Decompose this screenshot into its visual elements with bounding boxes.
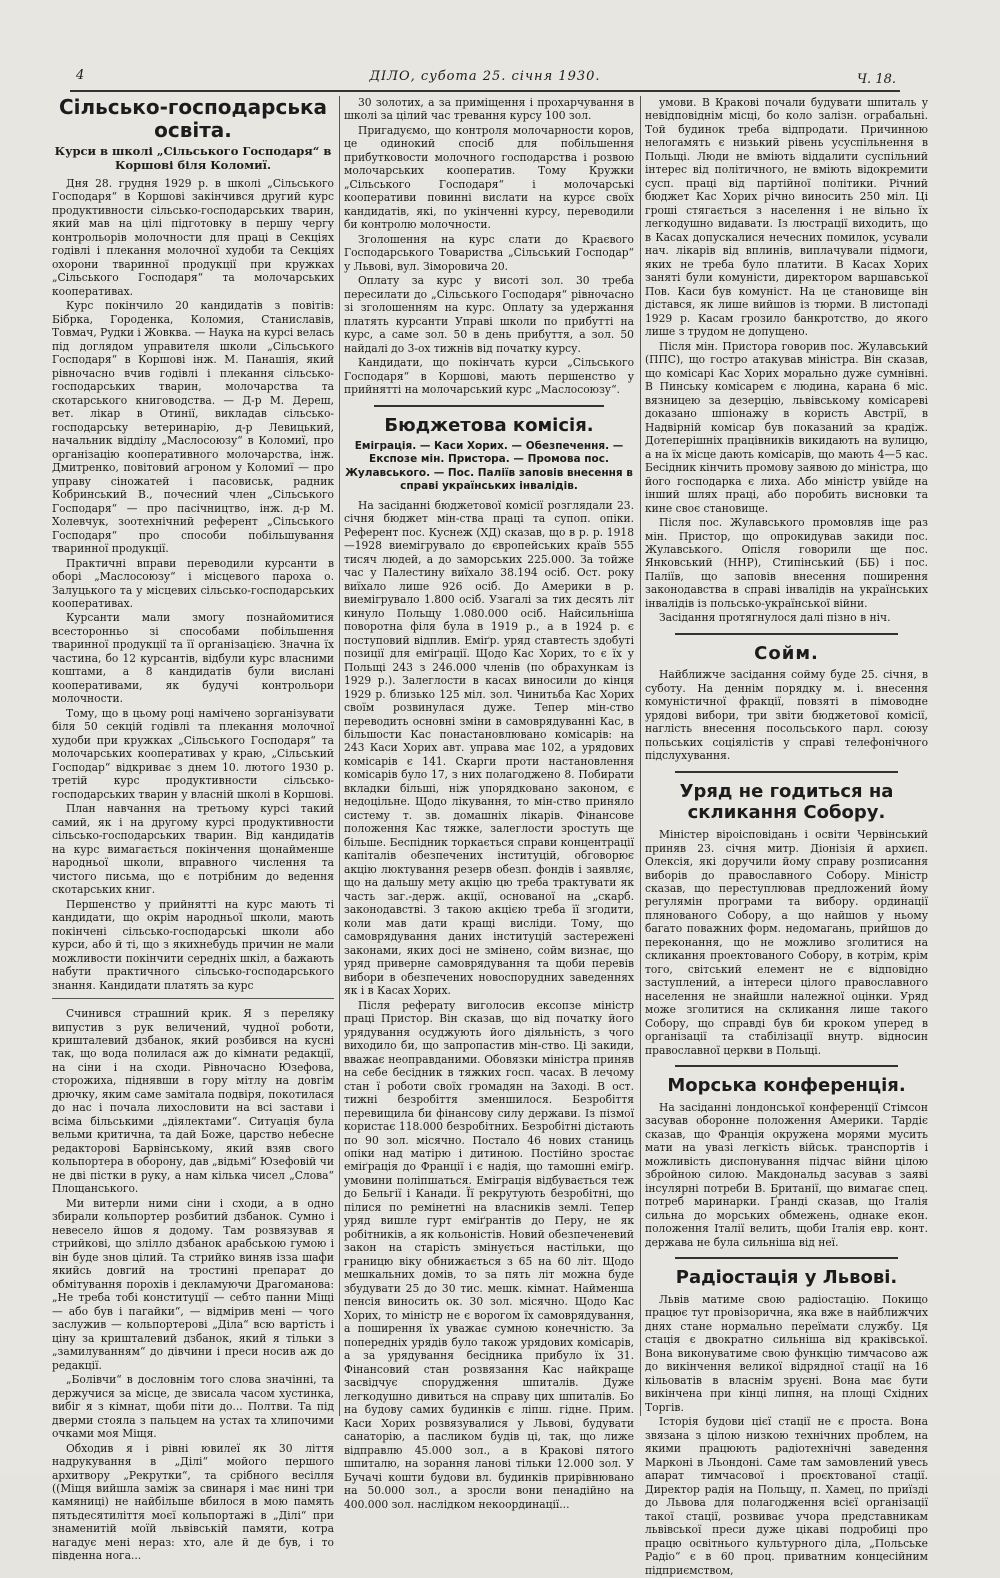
paragraph: Оплату за курс у висоті зол. 30 треба пересилати до „Сільського Господаря“ рівночасно зі зголошенням на курс. Оплату за удержання платять курсанти Управі школи по прибутті на курс, а саме зол. 50 в день прибуття, а зол. 50 найдалі до 3-ох тижнів від початку курсу.: [344, 274, 634, 355]
paragraph: Счинився страшний крик. Я з переляку випустив з рук величений, чудної роботи, кришталевий дзбанок, який розбився на кусні так, що вода полилася аж до кімнати редакції, на сіни і на сходи. Рівночасно Юзефова, сторожиха, піднявши в гору мітлу на довгім дрючку, яким саме замітала подвіря, покотилася до нас і почала лихословити на всі застави і всіма більськими „діялектами“. Ситуація була вельми критична, та дай Боже, царство небесне редакторові Барвінському, який взяв свого кольпортера в оборону, дав „відьмі“ Юзефовій чи не дві пістки в руку, а нам кілька чисел „Слова“ Площанського.: [52, 1007, 334, 1196]
paragraph: Першенство у прийнятті на курс мають ті кандидати, що окрім народньої школи, мають покінчені сільсько-господарські школи або курси, або й ті, що з якихнебудь причин не мали можливости покінчити середніх шкіл, а бажають набути практичного сільсько-господарського знання. Кандидати платять за курс: [52, 897, 334, 992]
section-divider: [675, 633, 898, 635]
paragraph: Зголошення на курс слати до Краєвого Господарського Товариства „Сільський Господар“ у Львові, вул. Зіморовича 20.: [344, 232, 634, 273]
column-2: [344, 96, 634, 1512]
paragraph: Після реферату виголосив ексопзе міністр праці Пристор. Він сказав, що від початку його урядування осуджують його діяльність, з чого виходило би, що запропастив мін-ство. Ці закиди, вважає неоправданими. Обовязки міністра приняв на себе бесідник в тяжких госп. часах. В лечому стан ї роботи своїх громадян на Заході. В ост. тижні безробіття зменшилося. Безробіття перевищила би фінансову силу держави. Із пізмої користає 118.000 безробітних. Безробітні дістають по 90 зол. місячно. Постало 46 нових станиць опіки над матірю і дитиною. Постійно зростає еміґрація до Франції і є надія, що тамошні еміґр. умовини поліпшаться. Еміграція відбувається теж до Бельгії і Канади. Її рекрутують безробітні, що пілися по ремінетні на власників землі. Тепер уряд вишле гурт еміґрантів до Перу, не як робітників, а як кольоністів. Новий обезпеченевий закон на старість змінується настільки, що границю віку обнижається з 65 на 60 літ. Щодо мешкальних домів, то за пять літ можна буде збудувати 25 до 30 тис. мешк. кімнат. Найменша пенсія виносить ок. 30 зол. місячно. Щодо Кас Хорих, то міністр не є ворогом їх самоврядування, а поширення їх уважає сумною конечністю. За попередніх урядів було також урядових комісарів, а за урядування бесідника прибуло їх 31. Фінансовий стан розвязання Кас найкраще засвідчує спорудження шпиталів. Дуже легкодушно дивиться на справу цих шпиталів. Бо на будову самих будинків є ліпш. гідне. Прим. Каси Хорих розвязувалися у Львові, будувати санаторію, а пасликом будів ці, так, що лиже відправлю 45.000 зол., а в Кракові пятого шпиталю, на зорання ланові тільки 12.000 зол. У Бучачі кошти будови вл. будинків прирівнювано на 50.000 зол., а зросли вони пенадійно на 400.000 зол. наслідком некоординації...: [344, 998, 634, 1511]
paragraph: Після пос. Жулавського промовляв іще раз мін. Пристор, що опрокидував закиди пос. Жулавського. Опісля говорили ще пос. Янковський (ННР), Стипінський (ББ) і пос. Паліїв, що заповів внесення поширення законодавства в справі інвалідів на українських інвалідів із польсько-української війни.: [645, 516, 928, 610]
paragraph: 30 золотих, а за приміщення і прохарчування в школі за цілий час тревання курсу 100 зол.: [344, 96, 634, 123]
paragraph: Кандидати, що покінчать курси „Сільського Господаря“ в Коршові, мають першенство у прийнятті на молочарський курс „Маслосоюзу“.: [344, 356, 634, 397]
page-header: [70, 64, 900, 92]
column-3: [645, 96, 928, 1578]
issue-number: Ч. 18.: [857, 72, 896, 87]
paragraph: Найближче засідання сойму буде 25. січня, в суботу. На деннім порядку м. і. внесення комуністичної фракції, повзяті в пімоводне урядові вибори, три звіти бюджетової комісії, наглість внесення посольського парл. союзу польських соціялістів у справі телефонічного підслухування.: [645, 668, 928, 763]
paragraph: Обходив я і рівні ювилеї як 30 ліття надрукування в „Ділі“ мойого першого архитвору „Рекрутки“, та срібного весілля ((Міщя вийшла заміж за свинаря і має нині три камяниці) не найбільше вбилося в мою память пятьдесятиліття моєї кольпортажі в „Ділі“ при знаменитій моїй львівській памяти, котра нагадує мені нераз: хто, але й де був, і то південна нога...: [52, 1441, 334, 1563]
section-divider: [675, 1065, 898, 1067]
page-number: 4: [76, 68, 85, 83]
article-subtitle: Курси в школі „Сільського Господаря“ в Коршові біля Коломиї.: [54, 144, 332, 173]
article-title: Сойм.: [754, 642, 819, 664]
column-rule: [640, 96, 641, 1416]
article-title: Радіостація у Львові.: [675, 1267, 898, 1289]
column-1: [52, 96, 334, 1564]
section-divider: [374, 405, 604, 407]
article-title: Уряд не годиться на скликання Собору.: [679, 780, 894, 824]
article-kicker: Еміграція. — Каси Хорих. — Обезпечення. — Експозе мін. Пристора. — Промова пос. Жулавського. — Пос. Паліїв заповів внесення в справі українських інвалідів.: [345, 440, 633, 492]
paragraph: Ми витерли ними сіни і сходи, а в одно збирали кольпортер розбитий дзбанок. Сумно і невесело йшов я додому. Там розвязував я стрийкові, що злілло дзбанок арабською гумою і він буде знов цілий. Та стрийко виняв ізза шафи якийсь довгий на тростині препарат до обмітування порохів і декламуючи Драгоманова: „Не треба тобі конституції — себто панни Міщі — або був і пагайки“, — відмірив мені — чого заслужив — кольпортерові „Діла“ всю вартість і ціну за кришталевий дзбанок, який я тільки з „замилуванням“ до дівчини і преси носив аж до редакції.: [52, 1196, 334, 1372]
paragraph: Курсанти мали змогу познайомитися всесторонньо зі способами побільшення тваринної продукції та її організацією. Значна їх частина, бо 12 курсантів, відбули курс власними коштами, а 8 кандидатів були вислані кооперативами, як будучі контрольори молочности.: [52, 611, 334, 706]
section-divider: [675, 771, 898, 773]
section-divider: [52, 998, 334, 999]
paragraph: Засідання протягнулося далі пізно в ніч.: [659, 611, 891, 625]
paragraph: Львів матиме свою радіостацію. Покищо працює тут провізорична, яка вже в найближчих днях стане нормально переїмати службу. Ця стація є двократно сильніша від краківської. Вона виконуватиме свою функцію тимчасово аж до викінчення великої відрядної стації на 16 кільоватів в власнім зруєні. Вона має бути викінчена при кінці липня, на площі Східних Торгів.: [645, 1292, 928, 1414]
masthead: ДІЛО, субота 25. січня 1930.: [369, 69, 601, 84]
paragraph: На засіданні лондонської конференції Стімсон засував оборонне положення Америки. Тардіє сказав, що Франція окружена морями мусить мати на увазі легкість військ. транспортів і можливість диспонування підчас війни цілою збройною силою. Макдональд засував з заяві інсулярні потреби В. Британії, що вимагає спец. потреб маринарки. Ґранді сказав, що Італія сильна до морських обмежень, однаке екон. положення Італії велить, щоби Італія евр. конт. держава не була сильніша від неї.: [645, 1100, 928, 1249]
paragraph: Пригадуємо, що контроля молочарности коров, це одинокий спосіб для побільшення прибутковости молочного господарства і розвою молочарських кооператив. Тому Кружки „Сільського Господаря“ і молочарські кооперативи повинні вислати на курсє своїх кандидатів, які, по укінченні курсу, переводили би контролю молочности.: [344, 123, 634, 232]
paragraph: Після мін. Пристора говорив пос. Жулавський (ППС), що гостро атакував міністра. Він сказав, що комісарі Кас Хорих морально дуже сумнівні. В Пинську комісарем є людина, карана 6 міс. вязницею за дезерцію, львівському комісареві доказано шпіонажу в користь Австрії, в Надвірній комісар був показаний за крадіж. Дотеперішніх працівників викидають на вулицю, а на їх місце дають комісарів, що мають 4—5 кас. Бесідник кінчить промову заявою до міністра, що його господарка є лиха. Або міністр увійде на інший шлях праці, або поробить висновки та кине своє становище.: [645, 339, 928, 515]
paragraph: План навчання на третьому курсі такий самий, як і на другому курсі продуктивности сільсько-господарських тварин. Від кандидатів на курс вимагається покінчення щонайменше народньої школи, вправного числення та чистого письма, що є потрібним до ведення скотарських книг.: [52, 802, 334, 897]
column-rule: [339, 96, 340, 1416]
paragraph: Міністер віроісповідань і освіти Червінський приняв 23. січня митр. Діонізія й архиєп. Олексія, які доручили йому справу розписання виборів до православного Собору. Міністр сказав, що переступлював предложений йому регулямін програми та вибору. ординації плянованого Собору, а що найшов у ньому багато поважних форм. недомагань, прийшов до переконання, що не можливо зголитися на скликання проектованого Собору, в котрім, крім того, світський елемент не є відповідно заступлений, а інтереси цілого православного населення не знайшли належної оцінки. Уряд може зголитися на скликання лише такого Собору, що справді був би кроком уперед в організації та стабілізації внутр. відносин православної церкви в Польщі.: [645, 828, 928, 1057]
section-divider: [675, 1257, 898, 1259]
paragraph: Практичні вправи переводили курсанти в оборі „Маслосоюзу“ і місцевого пароха о. Залуцького та у місцевих сільсько-господарських кооперативах.: [52, 556, 334, 610]
paragraph: Тому, що в цьому році намічено зорганізувати біля 50 секцій годівлі та плекання молочної худоби при кружках „Сільського Господаря“ та молочарських кооперативах у краю, „Сільський Господар“ відкриває з днем 10. лютого 1930 р. третій курс продуктивности сільсько-господарських тварин у власній школі в Коршові.: [52, 706, 334, 801]
paragraph: умови. В Кракові почали будувати шпиталь у невідповіднім місці, бо коло залізн. ограбальні. Той будинок треба відпродати. Причинною нелогамять є низький рівень усуспільнення в Польщі. Люди не вміють віддалити суспільний інтерес від політичного, не вміють відокремити сусп. праці від партійної політики. Річний бюджет Кас Хорих річно виносить 250 міл. Ці гроші стягається з населення і не вільно їх легкодушно видавати. Із люстрації виходить, що в Касах допускалися нечесних помилок, усували нач. лікарів від вплинів, виплачували підмоги, яких не треба було платити. В Касах Хорих заняті були комуністи, директором варшавської Пов. Каси був комуніст. На це становище він дістався, як лише вийшов із тюрми. В листопаді 1929 р. Касам грозило банкротство, до якого лише з трудом не допущено.: [645, 96, 928, 339]
paragraph: Дня 28. грудня 1929 р. в школі „Сільського Господаря“ в Коршові закінчився другий курс продуктивности сільсько-господарських тварин, який мав на цілі підготовку в першу чергу контрольорів молочности для праці в Секціях годівлі і плекання молочної худоби та Секціях охорони тваринної продукції при кружках „Сільського Господаря“ та молочарських кооперативах.: [52, 176, 334, 298]
paragraph: Курс покінчило 20 кандидатів з повітів: Бібрка, Городенка, Коломия, Станиславів, Товмач, Рудки і Жовква. — Наука на курсі велась під доглядом управителя школи „Сільського Господаря“ в Коршові інж. М. Панашія, який рівночасно вчив годівлі і плекання сільсько-господарських тварин, молочарства та скотарського книговодства. — Д-р М. Дереш, вет. лікар в Отинії, викладав сільсько-господарську ветеринарію, д-р Левицький, начальник відділу „Маслосоюзу“ в Коломиї, про організацію кооперативного молочарства, інж. Дмитренко, повітовий агроном у Коломиї — про управу сіножатей і пасовиськ, радник Кобринський В., почесний член „Сільського Господаря“ — про пасічництво, інж. д-р М. Холевчук, зоотехнічний референт „Сільського Господаря“ про способи побільшування тваринної продукції.: [52, 299, 334, 556]
article-title: Бюджетова комісія.: [384, 414, 594, 436]
article-title: Морська конференція.: [667, 1075, 906, 1097]
article-title: Сільсько-господарська освіта.: [58, 95, 328, 142]
paragraph: „Болівчи“ в дословнім того слова значінні, та держучися за місце, де звисала часом хустинка, вибіг я з кімнат, щоби піти до... Полтви. Та під дверми стояла з пальцем на устах та хлипочими очками моя Міщя.: [52, 1373, 334, 1441]
paragraph: На засіданні бюджетової комісії розглядали 23. січня бюджет мін-ства праці та супоп. опіки. Референт пос. Куснеж (ХД) сказав, що в р. р. 1918—1928 виемігрувало до європейських країв 555 тисяч людей, а до заморських 225.000. За тойже час у Палестину виїхало 38.194 осіб. Ост. року виїхало лише 926 осіб. До Америки в р. виемігрувало 1.800 осіб. Узагалі за тих десять літ кинуло Польщу 1.080.000 осіб. Найсильніша поворотна філя була в 1919 р., а в 1924 р. є поступовий відплив. Еміґр. уряд ставтесть здобуті позиції для еміґрації. Щодо Кас Хорих, то є їх у Польщі 243 з 246.000 членів (по обрахункам із 1929 р.). Залеглости в касах виносили до кінця 1929 р. близько 125 міл. зол. Чинитьба Кас Хорих своїм розвинулася дуже. Тепер мін-ство переводить основні зміни в самоврядуванні Кас, в більшости Кас понастановлювано комісарів: на 243 Каси Хорих авт. управа має 102, а урядових комісарів є 141. Скарги проти настановлення комісарів було 17, з них полагоджено 8. Побирати вкладки більші, ніж упорядковано законом, є недоцільне. Щодо лікування, то мін-ство приняло систему т. зв. домашніх лікарів. Фінансове положення Кас тяжке, залеглости зростуть ще більше. Беспідник торкається справи концентрації капіталів обезпечених інституцій, обговорює акцію люктування резерв обезп. фондів і заявляє, що на дальшу мету акцію цю треба трактувати як часть заг.-держ. акції, основаної на „скарб. законодавстві. З такою акцією треба її згодити, коли мав дати кращі висліди. Тому, що самоврядування даних інституцій застереженi законами, яких досі не змінено, сойм визнає, що уряд приверне самоврядування та щоби перевів вибори в обезпечених новоспорудних заведеннях як і в Касах Хорих.: [344, 498, 634, 998]
paragraph: Історія будови цієї стації не є проста. Вона звязана з цілою низкою технічних проблем, на якими працюють радіотехнічні заведення Марконі в Льондоні. Саме там замовлений увесь апарат тимчасової і проєктованої стації. Директор радія на Польщу, п. Хамец, по приїзді до Львова для полагодження всієї організації такої стації, розвиває учора представникам львівської преси дуже цікаві подробиці про працю освітнього культурного діла, „Польське Радіо“ є в 60 проц. приватним концесійним підприємством,: [645, 1415, 928, 1577]
